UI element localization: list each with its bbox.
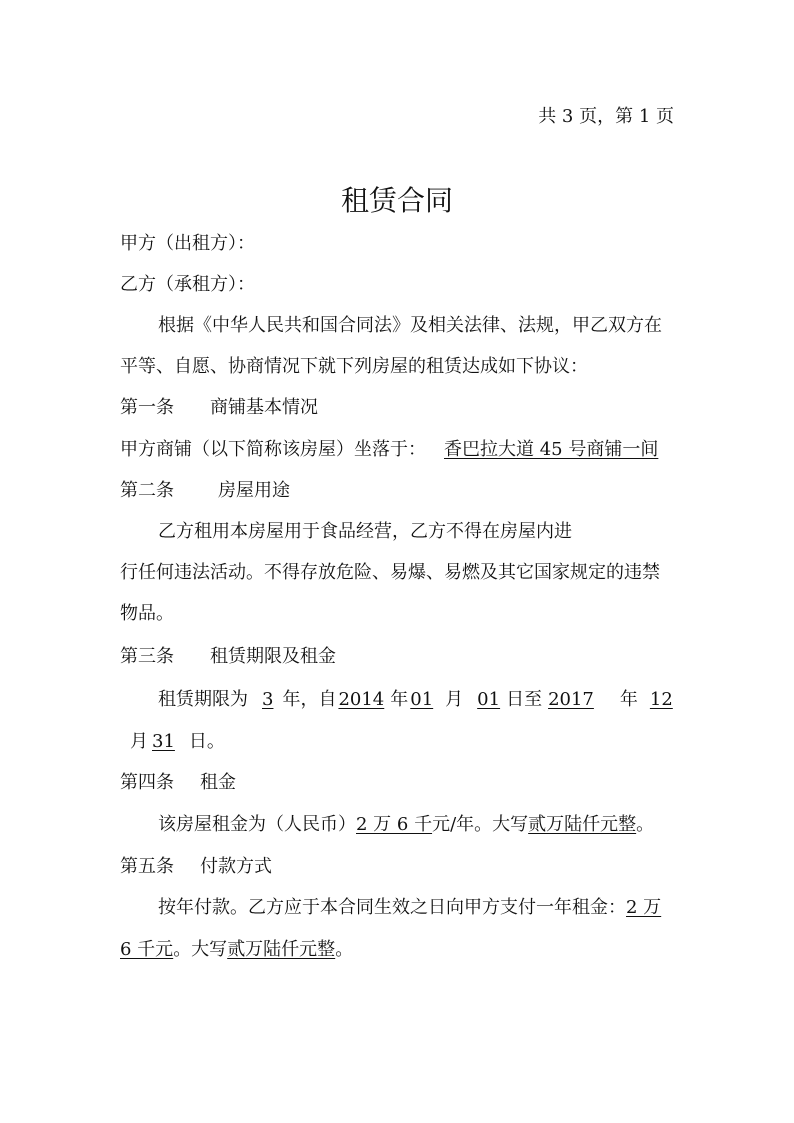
payment-line-2 [120,939,353,961]
document-title: 租赁合同 [340,184,453,217]
article-1-heading [120,397,318,419]
article-1-text [120,439,658,461]
payment-amount-words: 贰万陆仟元整 [227,939,336,960]
text: 元/年。大写 [432,814,529,835]
article-title: 租金 [200,772,236,793]
lease-term-line [158,689,673,711]
text: 按年付款。乙方应于本合同生效之日向甲方支付一年租金： [158,897,626,918]
article-2-line-1: 乙方租用本房屋用于食品经营，乙方不得在房屋内进 [158,521,572,542]
text: 年 [619,689,638,710]
article-number: 第五条 [120,856,174,877]
rent-amount-words: 贰万陆仟元整 [528,814,637,835]
text: 年 [390,689,409,710]
text: 日。 [188,731,225,752]
payment-amount-part-1: 2 万 [626,897,662,918]
text: 租赁期限为 [158,689,248,710]
text: 月 [445,689,464,710]
party-a-label: 甲方（出租方）： [120,233,255,254]
article-4-heading [120,772,236,794]
party-b-label: 乙方（承租方）： [120,274,255,295]
location-label: 甲方商铺（以下简称该房屋）坐落于： [120,439,426,460]
article-2-heading [120,480,290,502]
text: 年，自 [282,689,337,710]
preamble-line-2: 平等、自愿、协商情况下就下列房屋的租赁达成如下协议： [120,356,588,377]
address-field: 香巴拉大道 45 号商铺一间 [444,439,659,460]
start-year: 2014 [338,689,385,710]
article-2-line-2: 行任何违法活动。不得存放危险、易爆、易燃及其它国家规定的违禁 [120,562,660,583]
payment-amount-part-2: 6 千元 [120,939,174,960]
article-2-line-3: 物品。 [120,603,174,624]
text: 月 [130,731,148,752]
article-title: 付款方式 [200,856,272,877]
article-title: 房屋用途 [218,480,290,501]
article-number: 第四条 [120,772,174,793]
article-title: 商铺基本情况 [210,397,318,418]
article-5-heading [120,856,272,878]
text: 。 [335,939,354,960]
end-day: 31 [152,731,175,752]
rent-line [158,814,654,836]
rent-amount: 2 万 6 千 [356,814,433,835]
lease-term-line-2 [130,731,225,753]
payment-line-1 [158,897,661,919]
text: 。 [636,814,655,835]
end-month: 12 [649,689,673,710]
text: 该房屋租金为（人民币） [158,814,356,835]
start-month: 01 [410,689,434,710]
end-year: 2017 [548,689,594,710]
article-number: 第三条 [120,646,174,667]
article-3-heading [120,646,336,668]
page-indicator: 共 3 页，第 1 页 [538,106,674,127]
article-number: 第二条 [120,480,174,501]
article-number: 第一条 [120,397,174,418]
start-day: 01 [477,689,501,710]
text: 日至 [506,689,543,710]
preamble-line-1: 根据《中华人民共和国合同法》及相关法律、法规，甲乙双方在 [158,315,662,336]
term-years: 3 [262,689,274,710]
text: 。大写 [173,939,228,960]
article-title: 租赁期限及租金 [210,646,336,667]
